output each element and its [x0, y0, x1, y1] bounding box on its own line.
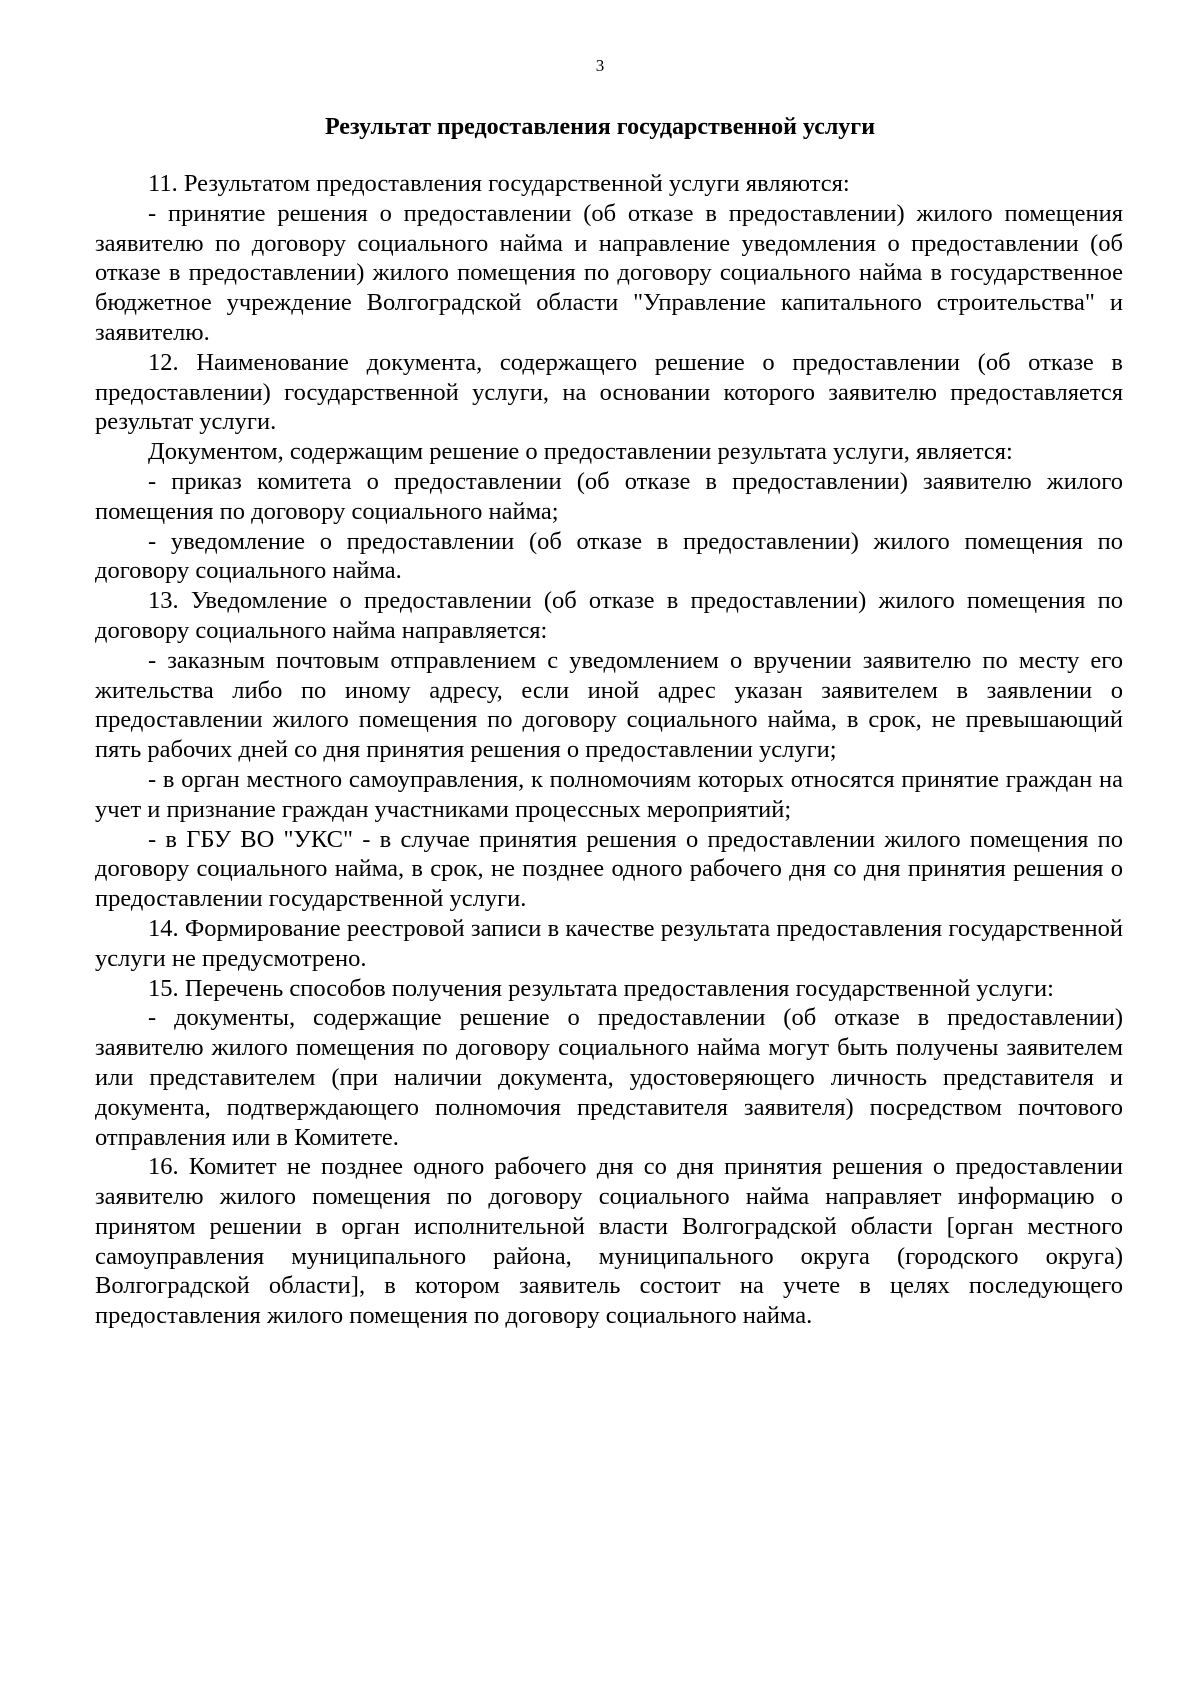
paragraph-15-item: - документы, содержащие решение о предоставлении (об отказе в предоставлении) заявителю жилого помещения по договору социального найма могут быть получены заявителем или представителем (при наличии документа, удостоверяющего личность представителя и документа, подтверждающего полномочия представителя заявителя) посредством почтового отправления или в Комитете. — [95, 1004, 1123, 1151]
paragraph-12: 12. Наименование документа, содержащего решение о предоставлении (об отказе в предоставлении) государственной услуги, на основании которого заявителю предоставляется результат услуги. — [95, 348, 1123, 436]
paragraph-13-item-uks: - в ГБУ ВО "УКС" - в случае принятия решения о предоставлении жилого помещения по договору социального найма, в срок, не позднее одного рабочего дня со дня принятия решения о предоставлении государственной услуги. — [95, 825, 1123, 913]
paragraph-13-item-local-authority: - в орган местного самоуправления, к полномочиям которых относятся принятие граждан на учет и признание граждан участниками процессных мероприятий; — [95, 765, 1123, 823]
paragraph-12-document: Документом, содержащим решение о предоставлении результата услуги, является: — [148, 438, 1013, 466]
paragraph-16: 16. Комитет не позднее одного рабочего дня со дня принятия решения о предоставлении заявителю жилого помещения по договору социального найма направляет информацию о принятом решении в орган исполнительной власти Волгоградской области [орган местного самоуправления муниципального района, муниципального округа (городского округа) Волгоградской области], в котором заявитель состоит на учете в целях последующего предоставления жилого помещения по договору социального найма. — [95, 1153, 1123, 1330]
document-body — [95, 169, 1123, 1331]
paragraph-12-item-notice: - уведомление о предоставлении (об отказе в предоставлении) жилого помещения по договору социального найма. — [95, 527, 1123, 585]
paragraph-13-item-mail: - заказным почтовым отправлением с уведомлением о вручении заявителю по месту его жительства либо по иному адресу, если иной адрес указан заявителем в заявлении о предоставлении жилого помещения по договору социального найма, в срок, не превышающий пять рабочих дней со дня принятия решения о предоставлении услуги; — [95, 646, 1123, 764]
paragraph-11: 11. Результатом предоставления государственной услуги являются: — [148, 170, 850, 197]
paragraph-11-item: - принятие решения о предоставлении (об отказе в предоставлении) жилого помещения заявителю по договору социального найма и направление уведомления о предоставлении (об отказе в предоставлении) жилого помещения по договору социального найма в государственное бюджетное учреждение Волгоградской области "Управление капитального строительства" и заявителю. — [95, 199, 1123, 346]
section-title: Результат предоставления государственной услуги — [324, 114, 876, 140]
paragraph-12-item-order: - приказ комитета о предоставлении (об отказе в предоставлении) заявителю жилого помещения по договору социального найма; — [95, 467, 1123, 525]
paragraph-14: 14. Формирование реестровой записи в качестве результата предоставления государственной услуги не предусмотрено. — [95, 914, 1123, 972]
paragraph-13: 13. Уведомление о предоставлении (об отказе в предоставлении) жилого помещения по договору социального найма направляется: — [95, 587, 1123, 644]
paragraph-15: 15. Перечень способов получения результата предоставления государственной услуги: — [148, 974, 1054, 1002]
page-number: 3 — [595, 56, 605, 75]
